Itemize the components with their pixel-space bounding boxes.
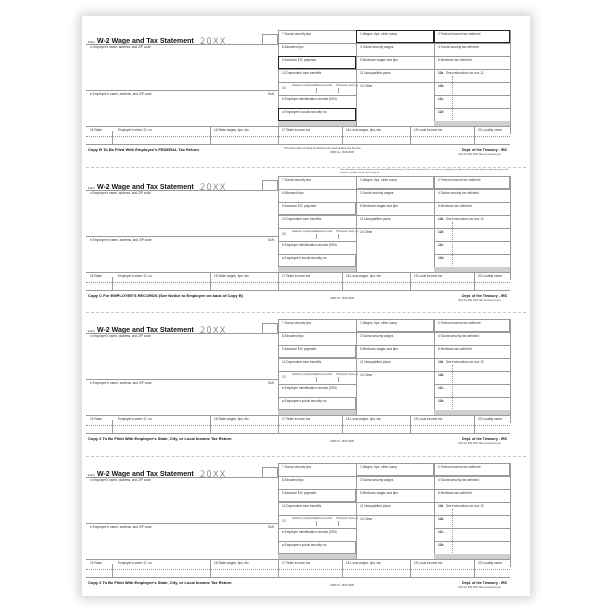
box13-thirdparty: Third-party sick pay [336,517,359,520]
divider [510,30,511,134]
omb-number: OMB No. 1545-0008 [330,584,354,587]
form-year: 20XX [200,37,227,47]
divider [86,569,510,570]
divider [278,228,510,229]
box9-label: 9 Advance EIC payment [282,347,317,351]
divider [86,136,510,137]
copy-caption: Copy 2 To Be Filed With Employee's State, City, or Local Income Tax Return [88,436,232,441]
divider [410,272,411,290]
box13-thirdparty: Third-party sick pay [336,373,359,376]
employer-field-label: c Employer's name, address, and ZIP code [90,334,151,338]
box12c-label: 12c [438,386,444,390]
divider [434,95,510,96]
box19-label: 19 Local income tax [414,417,443,421]
divider [356,176,357,272]
divider [342,415,343,433]
divider [452,76,453,122]
divider [316,377,317,382]
box4-label: 4 Social security tax withheld [438,191,479,195]
divider [278,476,510,477]
divider [510,463,511,567]
omb-number: OMB No. 1545-0008 [330,440,354,443]
box3-label: 3 Social security wages [360,45,394,49]
box16-label: 16 State wages, tips, etc. [214,128,250,132]
divider [86,433,510,434]
box1-label: 1 Wages, tips, other comp. [360,178,398,182]
box7-label: 7 Social security tips [282,321,312,325]
divider [452,509,453,555]
box12d-label: 12d [438,110,444,114]
box15-label: 15 State [90,417,102,421]
divider [342,126,343,144]
divider [316,234,317,239]
divider [86,272,510,273]
divider [86,415,510,416]
box15-id-label: Employer's state I.D. no. [118,274,153,278]
w2-copy-1 [82,30,530,170]
box15-label: 15 State [90,274,102,278]
box12a-label: 12a [438,504,444,508]
dept-treasury: Dept. of the Treasury - IRS [462,581,507,585]
divider [278,384,356,385]
irs-note: This information is being furnished to the Internal Revenue Service. [284,147,362,150]
divider [210,559,211,577]
divider [86,290,510,291]
box5-label: 5 Medicare wages and tips [360,491,398,495]
divider [434,241,510,242]
box1-label: 1 Wages, tips, other comp. [360,321,398,325]
box15-label: 15 State [90,128,102,132]
divider [278,371,510,372]
box20-label: 20 Locality name [478,561,503,565]
irs-note-long: This information is being furnished to the Internal Revenue Service. If you are required to file a tax return, a negligence penalty or other sanction may be imposed on you if this income is taxable and you fail to report it. [340,169,509,174]
dept-treasury: Dept. of the Treasury - IRS [462,294,507,298]
divider [86,559,510,560]
irs-website: Visit the IRS Web Site at www.irs.gov [458,299,501,302]
divider [342,559,343,577]
box13-statutory: Statutory employee [292,373,315,376]
form-year: 20XX [200,470,227,480]
box19-label: 19 Local income tax [414,128,443,132]
box12b-label: 12b [438,517,444,521]
box17-label: 17 State income tax [282,128,311,132]
divider [86,282,510,283]
box18-label: 18 Local wages, tips, etc. [346,561,382,565]
year-box [262,34,278,44]
divider [434,528,510,529]
box12a-note: See instructions for box 12 [446,504,484,508]
box13-label: 13 [282,86,286,90]
box12d-label: 12d [438,399,444,403]
box1-label: 1 Wages, tips, other comp. [360,32,398,36]
divider [452,365,453,411]
perforation-line [86,167,526,168]
divider [510,176,511,280]
box12a-label: 12a [438,217,444,221]
divider [278,528,356,529]
divider [210,415,211,433]
box12a-label: 12a [438,71,444,75]
box6-label: 6 Medicare tax withheld [438,58,472,62]
box10-label: 10 Dependent care benefits [282,360,322,364]
form-title-text: W-2 Wage and Tax Statement [97,38,194,45]
box16-label: 16 State wages, tips, etc. [214,274,250,278]
copy-caption: Copy B To Be Filed With Employee's FEDERAL Tax Return [88,147,199,152]
box13-thirdparty: Third-party sick pay [336,230,359,233]
divider [316,88,317,93]
divider [278,502,510,503]
box7-label: 7 Social security tips [282,178,312,182]
box12c-label: 12c [438,97,444,101]
boxa-label: a Employee's social security no. [282,399,328,403]
employee-field-label: e Employee's name, address, and ZIP code [90,238,152,242]
w2-copy-2 [82,176,530,316]
divider [86,523,278,524]
box13-statutory: Statutory employee [292,230,315,233]
w2-form-sheet [82,16,530,596]
divider [86,126,510,127]
box8-label: 8 Allocated tips [282,191,304,195]
box13-retirement: Retirement plan [314,517,333,520]
suffix-label: Suff. [268,525,275,529]
box13-retirement: Retirement plan [314,230,333,233]
box6-label: 6 Medicare tax withheld [438,491,472,495]
box18-label: 18 Local wages, tips, etc. [346,128,382,132]
form-title-text: W-2 Wage and Tax Statement [97,327,194,334]
boxa-label: a Employee's social security no. [282,110,328,114]
box13-thirdparty: Third-party sick pay [336,84,359,87]
divider [474,126,475,144]
box14-label: 14 Other [360,84,373,88]
suffix-label: Suff. [268,92,275,96]
divider [338,234,339,239]
box14-label: 14 Other [360,230,373,234]
box6-label: 6 Medicare tax withheld [438,347,472,351]
divider [278,332,510,333]
divider [278,241,356,242]
divider [86,90,278,91]
divider [278,358,510,359]
employee-field-label: e Employee's name, address, and ZIP code [90,525,152,529]
box12b-label: 12b [438,84,444,88]
divider [434,541,510,542]
divider [210,272,211,290]
box4-label: 4 Social security tax withheld [438,334,479,338]
box2-label: 2 Federal income tax withheld [438,321,481,325]
box12a-note: See instructions for box 12 [446,360,484,364]
box14-label: 14 Other [360,373,373,377]
box9-label: 9 Advance EIC payment [282,58,317,62]
divider [434,108,510,109]
box10-label: 10 Dependent care benefits [282,71,322,75]
divider [278,515,510,516]
box2-label: 2 Federal income tax withheld [438,32,481,36]
divider [342,272,343,290]
boxb-label: b Employer identification number (EIN) [282,97,337,101]
employee-field-label: e Employee's name, address, and ZIP code [90,92,152,96]
dept-treasury: Dept. of the Treasury - IRS [462,148,507,152]
employer-field-label: c Employer's name, address, and ZIP code [90,191,151,195]
form-title-text: W-2 Wage and Tax Statement [97,184,194,191]
divider [210,126,211,144]
divider [278,95,356,96]
box2-label: 2 Federal income tax withheld [438,178,481,182]
box4-label: 4 Social security tax withheld [438,45,479,49]
divider [86,379,278,380]
divider [434,30,435,126]
box9-label: 9 Advance EIC payment [282,491,317,495]
box17-label: 17 State income tax [282,274,311,278]
box3-label: 3 Social security wages [360,191,394,195]
divider [434,397,510,398]
box17-label: 17 State income tax [282,561,311,565]
box15-id-label: Employer's state I.D. no. [118,417,153,421]
copy-caption: Copy C For EMPLOYEE'S RECORDS (See Notice to Employee on back of Copy B) [88,293,243,298]
box3-label: 3 Social security wages [360,334,394,338]
divider [112,564,113,577]
box12a-note: See instructions for box 12 [446,71,484,75]
box13-retirement: Retirement plan [314,84,333,87]
box11-label: 11 Nonqualified plans [360,71,391,75]
form-year: 20XX [200,326,227,336]
divider [278,272,279,290]
suffix-label: Suff. [268,381,275,385]
divider [410,559,411,577]
box10-label: 10 Dependent care benefits [282,217,322,221]
omb-number: OMB No. 1545-0008 [330,297,354,300]
box15-id-label: Employer's state I.D. no. [118,561,153,565]
box12d-label: 12d [438,543,444,547]
divider [86,425,510,426]
box12a-label: 12a [438,360,444,364]
box20-label: 20 Locality name [478,128,503,132]
divider [338,521,339,526]
box16-label: 16 State wages, tips, etc. [214,417,250,421]
perforation-line [86,312,526,313]
box18-label: 18 Local wages, tips, etc. [346,417,382,421]
box12d-label: 12d [438,256,444,260]
employer-field-label: c Employer's name, address, and ZIP code [90,45,151,49]
divider [410,126,411,144]
divider [434,319,435,415]
box13-label: 13 [282,375,286,379]
divider [278,215,510,216]
box11-label: 11 Nonqualified plans [360,360,391,364]
year-box [262,467,278,477]
divider [434,384,510,385]
divider [112,277,113,290]
boxa-label: a Employee's social security no. [282,543,328,547]
divider [278,43,510,44]
boxb-label: b Employer identification number (EIN) [282,243,337,247]
box8-label: 8 Allocated tips [282,45,304,49]
form-year: 20XX [200,183,227,193]
box9-label: 9 Advance EIC payment [282,204,317,208]
irs-website: Visit the IRS Web Site at www.irs.gov [458,153,501,156]
divider [316,521,317,526]
divider [452,222,453,268]
box19-label: 19 Local income tax [414,274,443,278]
box12c-label: 12c [438,243,444,247]
divider [338,88,339,93]
form-label: Form [88,186,95,190]
divider [434,254,510,255]
divider [356,30,357,126]
divider [86,577,510,578]
divider [278,189,510,190]
divider [86,144,510,145]
box13-retirement: Retirement plan [314,373,333,376]
box6-label: 6 Medicare tax withheld [438,204,472,208]
box13-statutory: Statutory employee [292,84,315,87]
box12b-label: 12b [438,230,444,234]
box4-label: 4 Social security tax withheld [438,478,479,482]
box15-id-label: Employer's state I.D. no. [118,128,153,132]
divider [112,131,113,144]
divider [278,82,510,83]
copy-caption: Copy 2 To Be Filed With Employee's State, City, or Local Income Tax Return [88,580,232,585]
box3-label: 3 Social security wages [360,478,394,482]
year-box [262,323,278,333]
irs-website: Visit the IRS Web Site at www.irs.gov [458,442,501,445]
box11-label: 11 Nonqualified plans [360,217,391,221]
boxa-label: a Employee's social security no. [282,256,328,260]
form-label: Form [88,40,95,44]
box2-label: 2 Federal income tax withheld [438,465,481,469]
divider [112,420,113,433]
suffix-label: Suff. [268,238,275,242]
divider [510,319,511,423]
form-label: Form [88,473,95,477]
divider [338,377,339,382]
box12b-label: 12b [438,373,444,377]
irs-website: Visit the IRS Web Site at www.irs.gov [458,586,501,589]
box15-label: 15 State [90,561,102,565]
box8-label: 8 Allocated tips [282,478,304,482]
box18-label: 18 Local wages, tips, etc. [346,274,382,278]
box14-label: 14 Other [360,517,373,521]
divider [356,319,357,415]
box20-label: 20 Locality name [478,417,503,421]
divider [278,415,279,433]
box1-label: 1 Wages, tips, other comp. [360,465,398,469]
box7-label: 7 Social security tips [282,465,312,469]
divider [434,463,435,559]
divider [278,126,279,144]
box19-label: 19 Local income tax [414,561,443,565]
box7-label: 7 Social security tips [282,32,312,36]
year-box [262,180,278,190]
box5-label: 5 Medicare wages and tips [360,347,398,351]
form-title-text: W-2 Wage and Tax Statement [97,471,194,478]
box11-label: 11 Nonqualified plans [360,504,391,508]
w2-copy-4 [82,463,530,603]
divider [278,69,510,70]
box13-label: 13 [282,519,286,523]
box12c-label: 12c [438,530,444,534]
box8-label: 8 Allocated tips [282,334,304,338]
divider [356,463,357,559]
box20-label: 20 Locality name [478,274,503,278]
divider [86,236,278,237]
box17-label: 17 State income tax [282,417,311,421]
dept-treasury: Dept. of the Treasury - IRS [462,437,507,441]
divider [474,272,475,290]
divider [474,559,475,577]
omb-number: OMB No. 1545-0008 [330,151,354,154]
divider [474,415,475,433]
box5-label: 5 Medicare wages and tips [360,204,398,208]
box12a-note: See instructions for box 12 [446,217,484,221]
box13-label: 13 [282,232,286,236]
box13-statutory: Statutory employee [292,517,315,520]
box16-label: 16 State wages, tips, etc. [214,561,250,565]
employee-field-label: e Employee's name, address, and ZIP code [90,381,152,385]
form-label: Form [88,329,95,333]
perforation-line [86,456,526,457]
boxb-label: b Employer identification number (EIN) [282,386,337,390]
divider [410,415,411,433]
divider [434,176,435,272]
box5-label: 5 Medicare wages and tips [360,58,398,62]
divider [278,559,279,577]
boxb-label: b Employer identification number (EIN) [282,530,337,534]
w2-copy-3 [82,319,530,459]
employer-field-label: c Employer's name, address, and ZIP code [90,478,151,482]
box10-label: 10 Dependent care benefits [282,504,322,508]
